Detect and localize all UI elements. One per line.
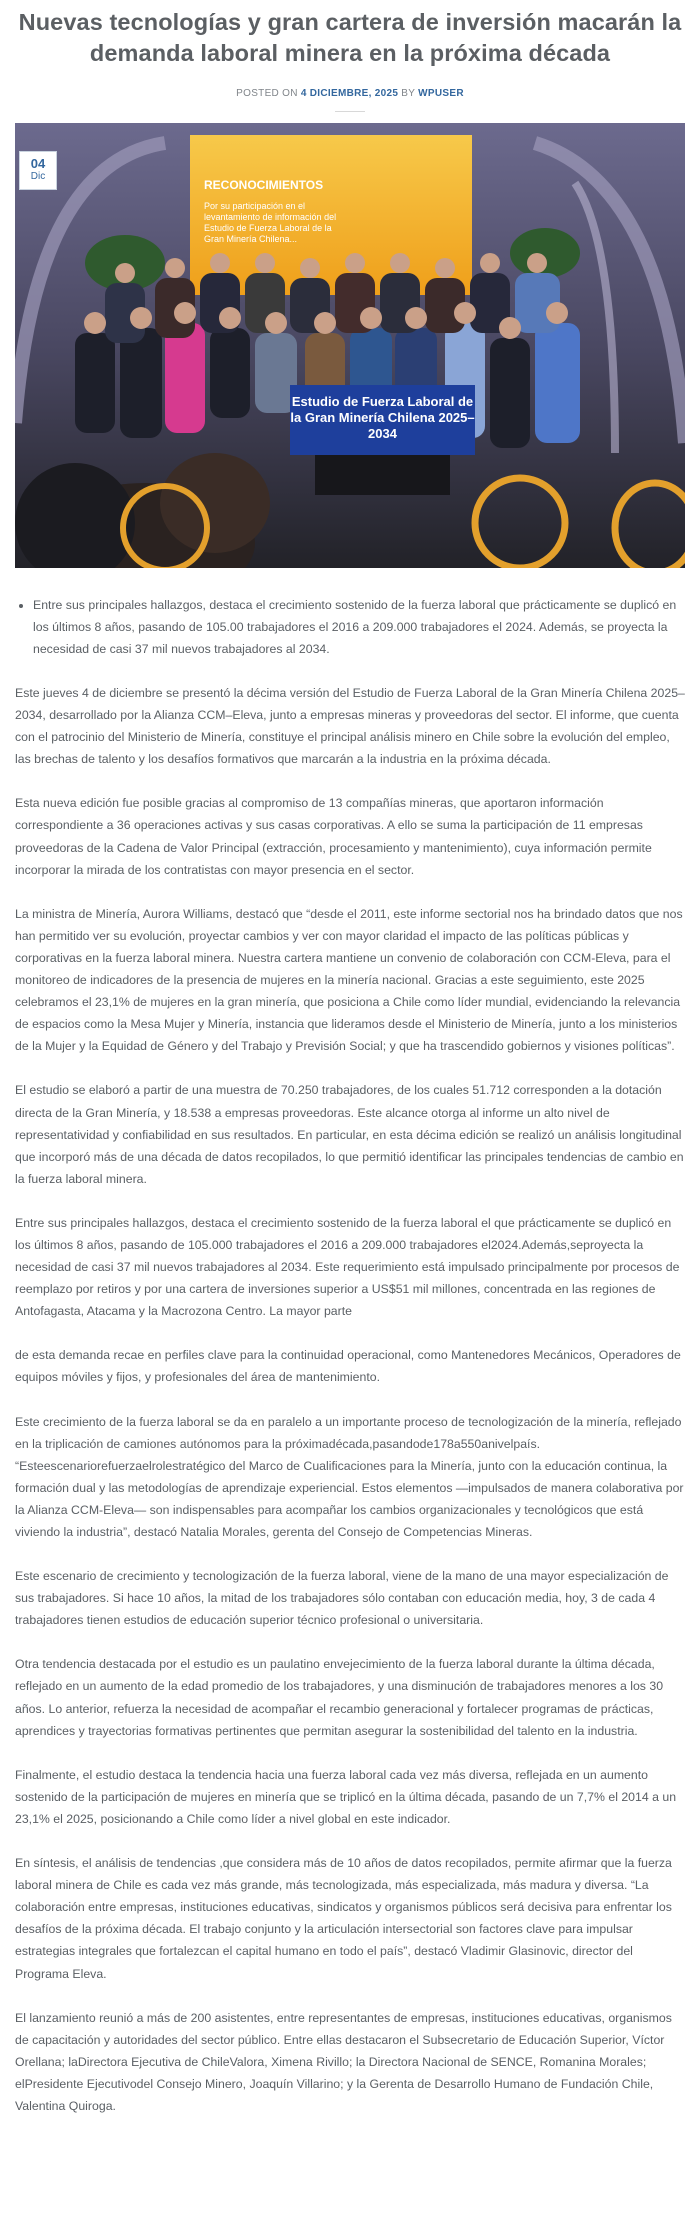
- author-link[interactable]: WPUSER: [418, 88, 464, 99]
- paragraph: Finalmente, el estudio destaca la tendencia hacia una fuerza laboral cada vez más diversa, reflejada en un aumento sostenido de la participación de mujeres en minería que se triplicó en la última década, pasando de un 7,7% el 2014 a un 23,1% el 2025, posicionando a Chile como líder a nivel global en este indicador.: [15, 1767, 677, 1826]
- paragraph: En síntesis, el análisis de tendencias ,que considera más de 10 años de datos recopilados, permite afirmar que la fuerza laboral minera de Chile es cada vez más grande, más tecnologizada, más especializada, más madura y diversa. “La colaboración entre empresas, instituciones educativas, sindicatos y organismos públicos será decisiva para enfrentar los desafíos de la próxima década. El trabajo conjunto y la articulación intersectorial son factores clave para impulsar estrategias integrales que fortalezcan el capital humano en todo el país”, destacó Vladimir Glasinovic, director del Programa Eleva.: [15, 1856, 672, 1981]
- featured-image: [15, 123, 685, 568]
- highlight-item: • Entre sus principales hallazgos, destaca el crecimiento sostenido de la fuerza laboral que prácticamente se duplicó en los últimos 8 años, pasando de 105.00 trabajadores el 2016 a 209.000 trabajadores el 2024. Además, se proyecta la necesidad de casi 37 mil nuevos trabajadores al 2034.: [33, 594, 685, 660]
- study-sign: Estudio de Fuerza Laboral de la Gran Minería Chilena 2025–2034: [290, 394, 475, 441]
- post-meta: [15, 88, 685, 99]
- paragraph: Esta nueva edición fue posible gracias al compromiso de 13 compañías mineras, que aportaron información correspondiente a 36 operaciones activas y sus casas corporativas. A ello se suma la participación de 11 empresas proveedoras de la Cadena de Valor Principal (extracción, procesamiento y mantenimiento), cuya información permite incorporar la mirada de los contratistas con mayor presencia en el sector.: [15, 796, 652, 877]
- paragraph: Este escenario de crecimiento y tecnologización de la fuerza laboral, viene de la mano de una mayor especialización de sus trabajadores. Si hace 10 años, la mitad de los trabajadores sólo contaban con educación media, hoy, 3 de cada 4 trabajadores tienen estudios de educación superior técnico profesional o universitaria.: [15, 1569, 669, 1628]
- date-badge-month: Dic: [30, 171, 46, 182]
- banner-panel: [190, 135, 472, 295]
- meta-by: BY: [401, 88, 416, 99]
- meta-prefix: POSTED ON: [236, 88, 298, 99]
- paragraph: Entre sus principales hallazgos, destaca el crecimiento sostenido de la fuerza laboral el que prácticamente se duplicó en los últimos 8 años, pasando de 105.000 trabajadores el 2016 a 209.000 trabajadores el2024.Además,seproyecta la necesidad de casi 37 mil nuevos trabajadores al 2034. Este requerimiento está impulsado principalmente por procesos de reemplazo por retiros y por una cartera de inversiones superior a US$51 mil millones, concentrada en las regiones de Antofagasta, Atacama y la Macrozona Centro. La mayor parte: [15, 1215, 680, 1319]
- banner-heading: RECONOCIMIENTOS: [204, 178, 324, 192]
- title-separator: [335, 111, 365, 112]
- paragraph: Otra tendencia destacada por el estudio es un paulatino envejecimiento de la fuerza laboral durante la última década, reflejado en un aumento de la edad promedio de los trabajadores, y una disminución de trabajadores menores a los 30 años. Lo anterior, refuerza la necesidad de acompañar el recambio generacional y fortalecer programas de prácticas, aprendices y trayectorias formativas pertinentes que permitan asegurar la sostenibilidad del talento en la industria.: [15, 1657, 664, 1738]
- paragraph: El lanzamiento reunió a más de 200 asistentes, entre representantes de empresas, instituciones educativas, organismos de capacitación y autoridades del sector público. Entre ellas destacaron el Subsecretario de Educación Superior, Víctor Orellana; laDirectora Ejecutiva de ChileValora, Ximena Rivillo; la Directora Nacional de SENCE, Romanina Morales; elPresidente Ejecutivodel Consejo Minero, Joaquín Villarino; y la Gerenta de Desarrollo Humano de Fundación Chile, Valentina Quiroga.: [15, 2010, 672, 2113]
- article-title: Nuevas tecnologías y gran cartera de inversión macarán la demanda laboral minera en la próxima década: [18, 9, 682, 66]
- paragraph: La ministra de Minería, Aurora Williams, destacó que “desde el 2011, este informe sectorial nos ha brindado datos que nos han permitido ver su evolución, proyectar cambios y ver con mayor claridad el impacto de las políticas públicas y corporativas en la fuerza laboral minera. Nuestra cartera mantiene un convenio de colaboración con CCM-Eleva, para el monitoreo de indicadores de la presencia de mujeres en la minería nacional. Gracias a este seguimiento, este 2025 celebramos el 23,1% de mujeres en la gran minería, que posiciona a Chile como líder mundial, evidenciando la relevancia de espacios como la Mesa Mujer y Minería, instancia que lideramos desde el Ministerio de Minería, junto a los ministerios de la Mujer y la Equidad de Género y del Trabajo y Previsión Social; y que ha trascendido gobiernos y visiones políticas”.: [15, 906, 683, 1054]
- paragraph: de esta demanda recae en perfiles clave para la continuidad operacional, como Mantenedores Mecánicos, Operadores de equipos móviles y fijos, y profesionales del área de mantenimiento.: [15, 1348, 681, 1385]
- highlights-list: [15, 594, 685, 660]
- date-badge-day: 04: [30, 156, 46, 171]
- article-body: [15, 594, 685, 2117]
- banner-subtext: Por su participación en el levantamiento de información del Estudio de Fuerza Laboral de la Gran Minería Chilena...: [204, 201, 337, 244]
- paragraph: Este crecimiento de la fuerza laboral se da en paralelo a un importante proceso de tecnologización de la minería, reflejado en la triplicación de camiones autónomos para la próximadécada,pasandode178a550anivelpaís. “Esteescenariorefuerzaelrolestratégico del Marco de Cualificaciones para la Minería, junto con la educación continua, la formación dual y las metodologías de aprendizaje experiencial. Estos elementos —impulsados de manera colaborativa por la Alianza CCM-Eleva— son indispensables para acompañar los cambios organizacionales y tecnológicos que está viviendo la industria”, destacó Natalia Morales, gerenta del Consejo de Competencias Mineras.: [15, 1414, 684, 1539]
- date-badge: [19, 151, 57, 190]
- paragraph: Este jueves 4 de diciembre se presentó la décima versión del Estudio de Fuerza Laboral de la Gran Minería Chilena 2025–2034, desarrollado por la Alianza CCM–Eleva, junto a empresas mineras y proveedoras del sector. El informe, que cuenta con el patrocinio del Ministerio de Minería, constituye el principal análisis minero en Chile sobre la evolución del empleo, las brechas de talento y los desafíos formativos que marcarán a la industria en la próxima década.: [15, 686, 685, 767]
- post-date-link[interactable]: 4 DICIEMBRE, 2025: [300, 88, 399, 99]
- paragraph: El estudio se elaboró a partir de una muestra de 70.250 trabajadores, de los cuales 51.712 corresponden a la dotación directa de la Gran Minería, y 18.538 a empresas proveedoras. Este alcance otorga al informe un alto nivel de representatividad y confiabilidad en sus resultados. En particular, en esta décima edición se realizó un análisis longitudinal que incorporó más de una década de datos recopilados, lo que permitió identificar las principales tendencias de cambio en la fuerza laboral minera.: [15, 1083, 684, 1186]
